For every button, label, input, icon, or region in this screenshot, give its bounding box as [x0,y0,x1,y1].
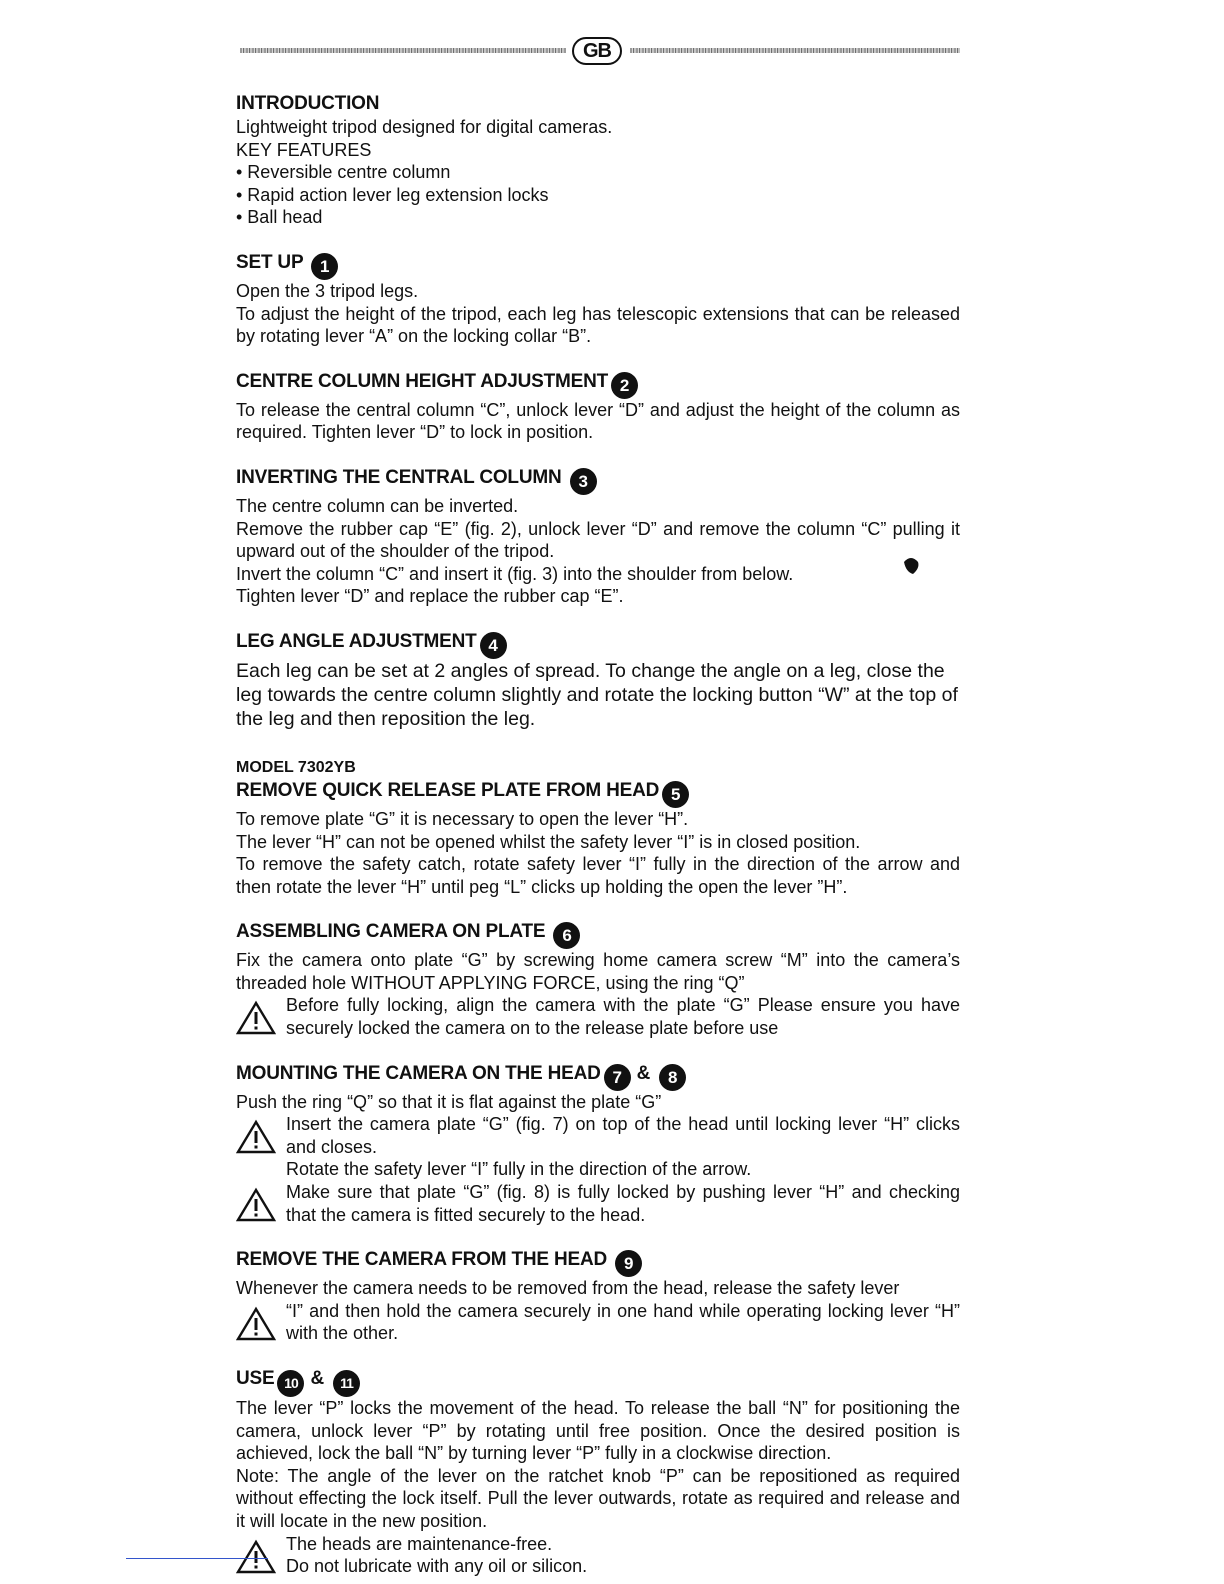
manual-page [236,92,960,1578]
step-number-icon: 8 [659,1064,686,1091]
step-number-icon: 2 [611,372,638,399]
warning-icon [236,1000,276,1036]
heading-mounting: MOUNTING THE CAMERA ON THE HEAD 7 & 8 [236,1062,960,1091]
step-number-icon: 10 [277,1370,304,1397]
step-number-icon: 11 [333,1370,360,1397]
model-label: MODEL 7302YB [236,758,356,776]
section-centre-column [236,370,960,444]
inverting-line: The centre column can be inverted. [236,495,519,516]
feature-item: • Rapid action lever leg extension locks [236,184,549,205]
remove-plate-line: To remove the safety catch, rotate safety lever “I” fully in the direction of the arrow and then rotate the lever “H” until peg “L” clicks up holding the open the lever ”H”. [236,854,960,897]
intro-line: Lightweight tripod designed for digital cameras. [236,117,613,137]
step-number-icon: 1 [311,253,338,280]
warning-block [236,1181,960,1226]
feature-item: • Reversible centre column [236,162,451,183]
leg-angle-text: Each leg can be set at 2 angles of spread. To change the angle on a leg, close the leg towards the centre column slightly and rotate the locking button “W” at the top of the leg and then reposition the leg. [236,659,958,730]
heading-remove-plate: REMOVE QUICK RELEASE PLATE FROM HEAD 5 [236,779,960,808]
section-use [236,1367,960,1578]
warning-text: Before fully locking, align the camera with the plate “G” Please ensure you have securely locked the camera on to the release plate before use [286,995,960,1039]
warning-text: The heads are maintenance-free. [286,1533,553,1554]
warning-block [236,1300,960,1345]
section-assembling [236,920,960,1039]
setup-line: Open the 3 tripod legs. [236,280,419,301]
warning-text: “I” and then hold the camera securely in one hand while operating locking lever “H” with the other. [286,1300,960,1344]
warning-block [236,994,960,1039]
section-leg-angle [236,630,960,731]
step-number-icon: 5 [662,781,689,808]
warning-block [236,1113,960,1158]
warning-icon [236,1119,276,1155]
warning-text: Do not lubricate with any oil or silicon. [286,1556,588,1577]
page-header [240,36,960,66]
mounting-middle: Rotate the safety lever “I” fully in the direction of the arrow. [286,1159,752,1180]
heading-leg-angle: LEG ANGLE ADJUSTMENT 4 [236,630,960,659]
heading-centre-column: CENTRE COLUMN HEIGHT ADJUSTMENT 2 [236,370,960,399]
remove-camera-text: Whenever the camera needs to be removed from the head, release the safety lever [236,1278,900,1299]
section-setup [236,251,960,348]
heading-setup: SET UP 1 [236,251,960,280]
remove-plate-line: The lever “H” can not be opened whilst the safety lever “I” is in closed position. [236,831,861,852]
use-note: Note: The angle of the lever on the ratchet knob “P” can be repositioned as required without effecting the lock itself. Pull the lever outwards, rotate as required and release and it will locate in the new position. [236,1465,960,1531]
section-remove-plate [236,757,960,898]
inverting-line: Remove the rubber cap “E” (fig. 2), unlock lever “D” and remove the column “C” pulling it upward out of the shoulder of the tripod. [236,518,960,562]
header-rule-right [630,48,960,53]
warning-block [236,1533,960,1578]
inverting-line: Tighten lever “D” and replace the rubber cap “E”. [236,586,624,607]
step-number-icon: 7 [604,1064,631,1091]
inverting-line: Invert the column “C” and insert it (fig. 3) into the shoulder from below. [236,563,794,584]
heading-introduction: INTRODUCTION [236,93,380,114]
mounting-text: Push the ring “Q” so that it is flat against the plate “G” [236,1091,662,1112]
warning-text: Make sure that plate “G” (fig. 8) is fully locked by pushing lever “H” and checking that the camera is fitted securely to the head. [286,1182,960,1225]
step-number-icon: 4 [480,632,507,659]
section-inverting [236,466,960,608]
warning-icon [236,1306,276,1342]
remove-plate-line: To remove plate “G” it is necessary to open the lever “H”. [236,808,689,829]
step-number-icon: 9 [615,1250,642,1277]
footer-line [126,1558,268,1559]
setup-line: To adjust the height of the tripod, each leg has telescopic extensions that can be released by rotating lever “A” on the locking collar “B”. [236,303,960,347]
heading-use: USE 10 & 11 [236,1367,960,1397]
intro-line: KEY FEATURES [236,139,372,160]
warning-icon [236,1539,276,1575]
heading-inverting: INVERTING THE CENTRAL COLUMN 3 [236,466,960,495]
centre-column-text: To release the central column “C”, unlock lever “D” and adjust the height of the column as required. Tighten lever “D” to lock in position. [236,399,960,443]
feature-item: • Ball head [236,207,323,228]
step-number-icon: 3 [570,468,597,495]
warning-text: Insert the camera plate “G” (fig. 7) on top of the head until locking lever “H” clicks and closes. [286,1114,960,1157]
section-introduction [236,92,960,229]
scan-spot-icon [900,554,922,576]
section-remove-camera [236,1248,960,1345]
section-mounting [236,1062,960,1227]
assembling-text: Fix the camera onto plate “G” by screwing home camera screw “M” into the camera’s threaded hole WITHOUT APPLYING FORCE, using the ring “Q” [236,950,960,993]
step-number-icon: 6 [553,922,580,949]
language-badge: GB [572,37,622,65]
warning-icon [236,1187,276,1223]
heading-assembling: ASSEMBLING CAMERA ON PLATE 6 [236,920,960,949]
use-text: The lever “P” locks the movement of the head. To release the ball “N” for positioning the camera, unlock lever “P” by rotating until free position. Once the desired position is achieved, lock the ball “N” by turning lever “P” fully in a clockwise direction. [236,1398,960,1464]
header-rule-left [240,48,566,53]
heading-remove-camera: REMOVE THE CAMERA FROM THE HEAD 9 [236,1248,960,1277]
